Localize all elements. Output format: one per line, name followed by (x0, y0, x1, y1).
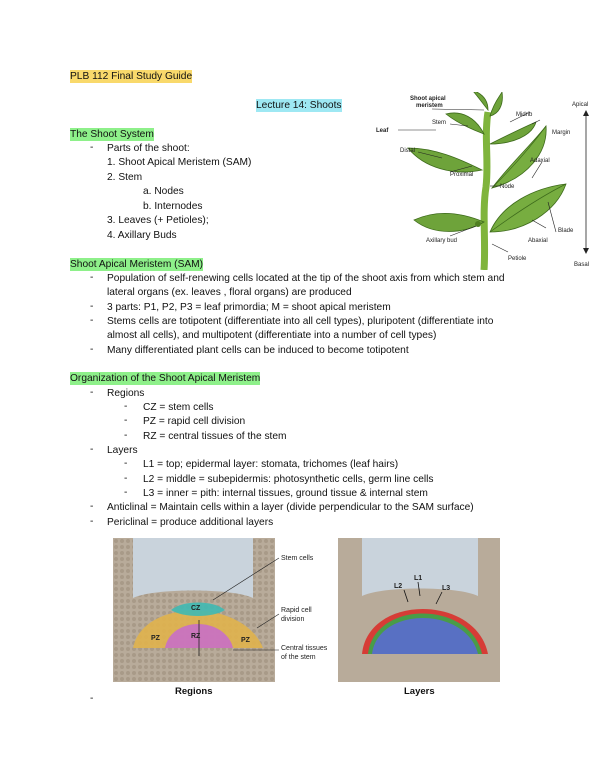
label-petiole: Petiole (508, 256, 527, 262)
layers-caption: Layers (404, 686, 435, 697)
label-apical: Apical (572, 102, 589, 108)
leaf-shape (414, 213, 484, 231)
list-item: 4. Axillary Buds (107, 230, 177, 241)
label-basal: Basal (574, 262, 590, 268)
bullet-dash: - (90, 516, 94, 527)
list-item: b. Internodes (143, 201, 203, 212)
label-rapid-1: Rapid cell (281, 607, 312, 614)
leaf-shape (490, 122, 536, 144)
leaf-shape (472, 92, 488, 110)
layers-label: Layers (107, 445, 138, 456)
label-cz: CZ (191, 605, 201, 612)
bullet-dash: - (124, 487, 128, 498)
label-leaf: Leaf (376, 128, 389, 134)
periclinal-item: Periclinal = produce additional layers (107, 517, 274, 528)
label-node: Node (500, 184, 515, 190)
leaf-shape (446, 113, 484, 134)
bullet-dash: - (90, 344, 94, 355)
organization-heading: Organization of the Shoot Apical Meristem (70, 373, 261, 384)
leaf-shape (490, 184, 566, 232)
bullet-dash: - (90, 501, 94, 512)
label-l3: L3 (442, 585, 451, 592)
label-l2: L2 (394, 583, 403, 590)
label-rz: RZ (191, 633, 201, 640)
layer-item: L1 = top; epidermal layer: stomata, trichomes (leaf hairs) (143, 459, 399, 470)
label-abaxial: Abaxial (528, 238, 548, 244)
label-central-1: Central tissues (281, 645, 328, 652)
anticlinal-item: Anticlinal = Maintain cells within a layer (divide perpendicular to the SAM surface) (107, 502, 474, 513)
label-sam-1: Shoot apical (410, 96, 446, 102)
layer-item: L3 = inner = pith: internal tissues, ground tissue & internal stem (143, 488, 428, 499)
bullet-dash: - (124, 430, 128, 441)
parts-intro: Parts of the shoot: (107, 143, 190, 154)
bullet-dash: - (124, 458, 128, 469)
lecture-title: Lecture 14: Shoots (256, 100, 342, 111)
shoot-system-heading: The Shoot System (70, 129, 154, 140)
bullet-dash: - (90, 142, 94, 153)
sam-bullet: Stems cells are totipotent (differentiate into all cell types), pluripotent (differentiate into (107, 316, 494, 327)
label-pz-right: PZ (241, 637, 250, 644)
label-stem-cells: Stem cells (281, 555, 314, 562)
stem-shape (484, 112, 488, 270)
layer-item: L2 = middle = subepidermis: photosynthetic cells, germ line cells (143, 474, 434, 485)
sam-bullet: lateral organs (ex. leaves , floral organs) are produced (107, 287, 352, 298)
leaf-shape (408, 148, 482, 172)
list-item: a. Nodes (143, 186, 184, 197)
plant-diagram (372, 92, 602, 270)
list-item: 3. Leaves (+ Petioles); (107, 215, 209, 226)
sam-bullet: Many differentiated plant cells can be induced to become totipotent (107, 345, 409, 356)
sam-heading: Shoot Apical Meristem (SAM) (70, 259, 204, 270)
label-l1: L1 (414, 575, 423, 582)
label-rapid-2: division (281, 616, 305, 623)
label-midrib: Midrib (516, 112, 533, 118)
bullet-dash: - (124, 415, 128, 426)
sam-bullet: Population of self-renewing cells located at the tip of the shoot axis from which stem and (107, 273, 505, 284)
bullet-dash: - (90, 315, 94, 326)
label-stem: Stem (432, 120, 447, 126)
leaf-shape (490, 92, 502, 116)
bullet-dash: - (124, 473, 128, 484)
label-margin: Margin (552, 130, 571, 136)
label-pz-left: PZ (151, 635, 160, 642)
label-sam-2: meristem (416, 103, 443, 109)
region-item: CZ = stem cells (143, 402, 214, 413)
regions-label: Regions (107, 388, 145, 399)
sam-bullet: almost all cells), and multipotent (differentiate into a number of cell types) (107, 330, 437, 341)
label-adaxial: Adaxial (530, 158, 550, 164)
label-proximal: Proximal (450, 172, 474, 178)
list-item: 1. Shoot Apical Meristem (SAM) (107, 157, 252, 168)
label-blade: Blade (558, 228, 574, 234)
bullet-dash: - (90, 387, 94, 398)
region-item: PZ = rapid cell division (143, 416, 246, 427)
trailing-dash: - (90, 693, 94, 704)
bullet-dash: - (90, 272, 94, 283)
layers-micrograph (338, 538, 500, 682)
regions-micrograph (113, 538, 345, 682)
bullet-dash: - (90, 301, 94, 312)
bullet-dash: - (90, 444, 94, 455)
region-item: RZ = central tissues of the stem (143, 431, 287, 442)
bullet-dash: - (124, 401, 128, 412)
sam-bullet: 3 parts: P1, P2, P3 = leaf primordia; M = shoot apical meristem (107, 302, 391, 313)
document-title: PLB 112 Final Study Guide (70, 71, 193, 82)
list-item: 2. Stem (107, 172, 143, 183)
label-central-2: of the stem (281, 654, 316, 661)
label-distal: Distal (400, 148, 416, 154)
regions-caption: Regions (175, 686, 213, 697)
label-axillary-bud: Axillary bud (426, 238, 458, 244)
